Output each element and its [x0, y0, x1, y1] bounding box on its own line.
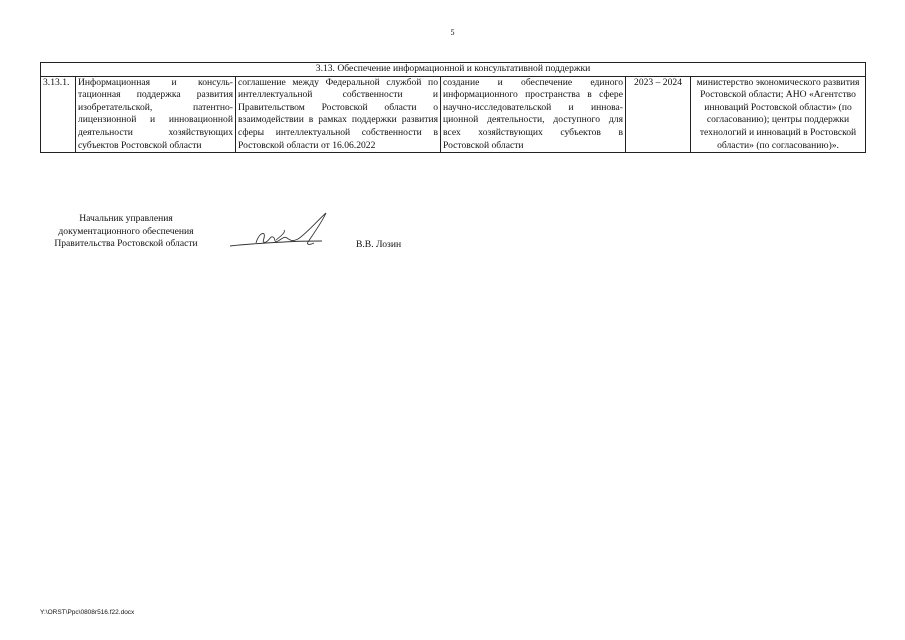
section-heading: 3.13. Обеспечение информационной и консультативной поддержки	[41, 63, 866, 77]
basis-cell: соглашение между Федеральной службой по интеллектуальной собственности и Правительством Ростовской области о взаимодействии в рамках поддержки развития сферы интеллектуальной собственности в Ростовской области от 16.06.2022	[236, 76, 441, 153]
footer-file-path: Y:\ORST\Ppc\0808r516.f22.docx	[40, 609, 135, 616]
executor-cell: министерство экономического развития Ростовской области; АНО «Агентство инноваций Ростовской области» (по согласованию); центры поддержки технологий и инноваций в Ростовской области» (по согласованию)».	[691, 76, 866, 153]
page-number: 5	[450, 28, 455, 37]
section-heading-row	[41, 63, 866, 77]
table-row	[41, 76, 866, 153]
result-cell: создание и обеспечение единого информационного пространства в сфере научно-исследовательской и иннова-ционной деятельности, доступного для всех хозяйствующих субъектов в Ростовской области	[441, 76, 626, 153]
measures-table	[40, 62, 866, 153]
signatory-position: Начальник управления документационного обеспечения Правительства Ростовской области	[54, 213, 198, 250]
period-cell: 2023 – 2024	[626, 76, 691, 153]
row-number: 3.13.1.	[41, 76, 76, 153]
signer-name: В.В. Лозин	[356, 239, 402, 250]
handwritten-signature	[226, 210, 336, 254]
measure-cell: Информационная и консуль-тационная поддержка развития изобретательской, патентно-лицензионной и инновационной деятельности хозяйствующих субъектов Ростовской области	[76, 76, 236, 153]
